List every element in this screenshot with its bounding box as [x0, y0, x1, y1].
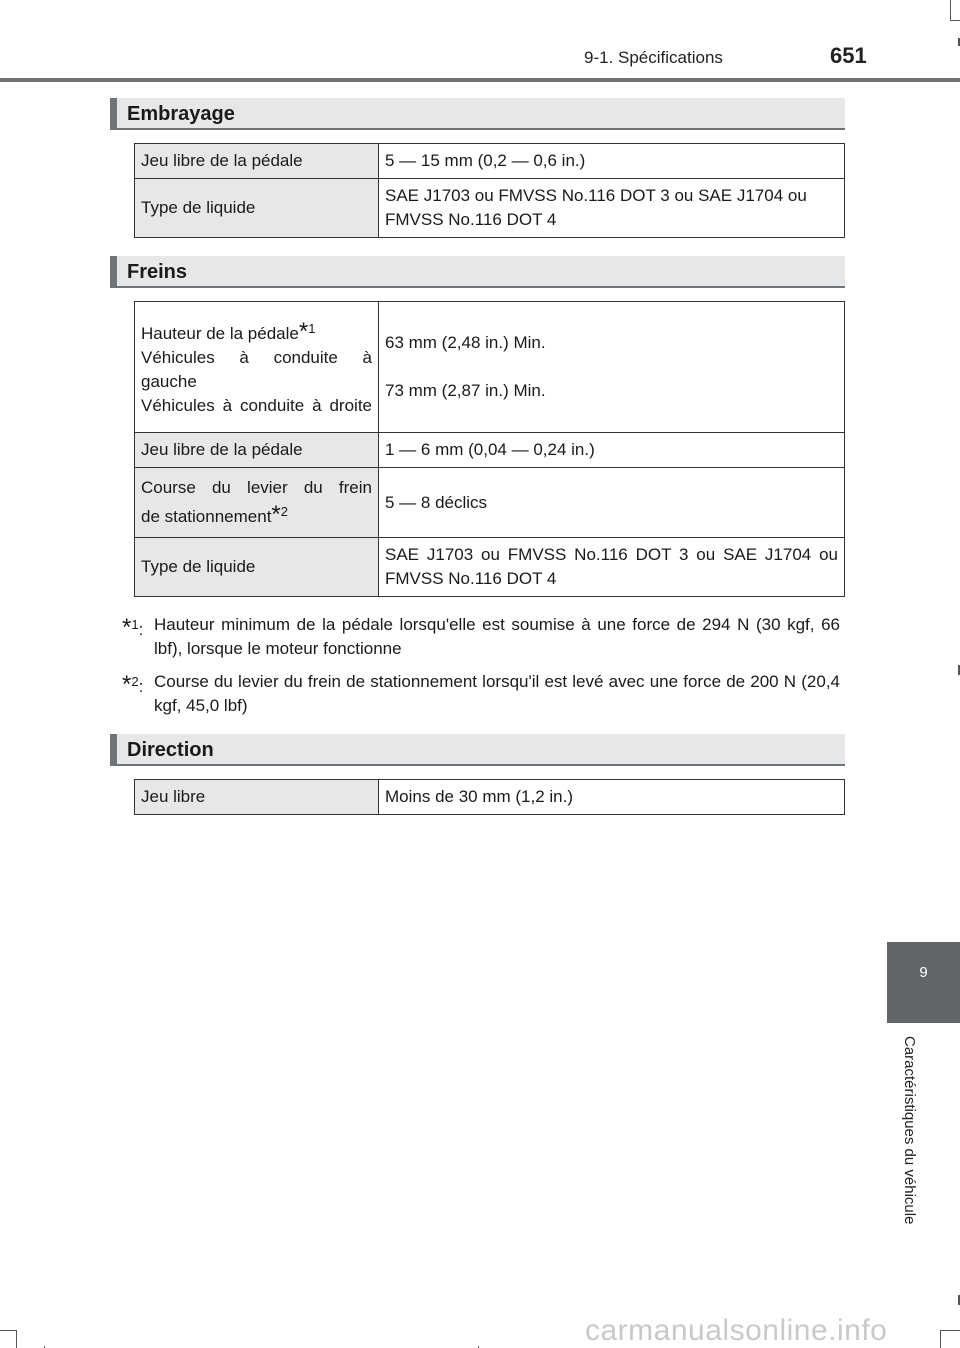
- steering-spec-table: [134, 779, 845, 815]
- footnote-ref: 2: [280, 504, 288, 519]
- row-value: SAE J1703 ou FMVSS No.116 DOT 3 ou SAE J1704 ou FMVSS No.116 DOT 4: [379, 179, 845, 238]
- section-accent: [110, 256, 117, 286]
- table-row: [135, 538, 845, 597]
- pedal-height-value-cell: [379, 302, 845, 433]
- footnote-star: *: [271, 501, 281, 528]
- parking-brake-label-cell: [135, 468, 379, 538]
- section-accent: [110, 98, 117, 128]
- row-value: 5 — 15 mm (0,2 — 0,6 in.): [379, 144, 845, 179]
- parking-brake-label-line1: Course du levier du frein: [141, 478, 372, 497]
- left-hand-drive-value: 63 mm (2,48 in.) Min.: [385, 333, 546, 352]
- table-row: [135, 468, 845, 538]
- brake-spec-table: [134, 301, 845, 597]
- footnote-marker: *$^1$:: [122, 614, 144, 641]
- section-heading-embrayage: [110, 98, 845, 130]
- chapter-title: Caractéristiques du véhicule: [901, 1036, 918, 1225]
- footnote-ref: 1: [308, 320, 316, 336]
- footnote-text: Hauteur minimum de la pédale lorsqu'elle est soumise à une force de 294 N (30 kgf, 66 lbf), lorsque le moteur fonctionne: [154, 615, 840, 658]
- row-label: Type de liquide: [135, 179, 379, 238]
- section-heading-freins: [110, 256, 845, 288]
- section-accent: [110, 734, 117, 764]
- right-hand-drive-label: Véhicules à conduite à droite: [141, 395, 372, 415]
- row-label: Jeu libre de la pédale: [135, 433, 379, 468]
- table-row: [135, 433, 845, 468]
- clutch-spec-table: [134, 143, 845, 238]
- crop-mark: [0, 1330, 16, 1331]
- row-value: Moins de 30 mm (1,2 in.): [379, 780, 845, 815]
- footnote-marker: *$^2$:: [122, 671, 144, 698]
- left-hand-drive-label: Véhicules à conduite à gauche: [141, 347, 372, 391]
- header-section-title: 9-1. Spécifications: [584, 48, 723, 67]
- section-heading-direction: [110, 734, 845, 766]
- section-title: Freins: [127, 261, 188, 283]
- parking-brake-label-line2: de stationnement*$^2$: [141, 501, 288, 528]
- table-row: [135, 302, 845, 433]
- footnote-star: *: [298, 317, 309, 345]
- footnote-text: Course du levier du frein de stationnement lorsqu'il est levé avec une force de 200 N (20,4 kgf, 45,0 lbf): [154, 672, 840, 715]
- header-rule: [0, 78, 960, 82]
- chapter-number: 9: [919, 964, 928, 981]
- footnote-1: [122, 613, 840, 661]
- page-number: 651: [830, 43, 867, 68]
- row-value: 1 — 6 mm (0,04 — 0,24 in.): [379, 433, 845, 468]
- crop-mark: [16, 1330, 17, 1348]
- right-hand-drive-value: 73 mm (2,87 in.) Min.: [385, 381, 546, 400]
- pedal-height-label: Hauteur de la pédale*$^1$: [141, 317, 316, 345]
- table-row: [135, 179, 845, 238]
- section-title: Direction: [127, 739, 214, 761]
- table-row: [135, 780, 845, 815]
- table-row: [135, 144, 845, 179]
- crop-mark: [950, 0, 951, 20]
- crop-mark: [940, 1330, 941, 1348]
- chapter-tab: [887, 942, 960, 1023]
- footnote-2: [122, 670, 840, 718]
- watermark: carmanualsonline.info: [585, 1314, 888, 1347]
- row-label: Jeu libre: [135, 780, 379, 815]
- row-value: 5 — 8 déclics: [379, 468, 845, 538]
- section-title: Embrayage: [127, 103, 235, 125]
- crop-mark: [950, 20, 960, 21]
- row-label: Jeu libre de la pédale: [135, 144, 379, 179]
- row-label: Type de liquide: [135, 538, 379, 597]
- crop-mark: [940, 1330, 960, 1331]
- row-value: SAE J1703 ou FMVSS No.116 DOT 3 ou SAE J1704 ou FMVSS No.116 DOT 4: [379, 538, 845, 597]
- pedal-height-label-cell: [135, 302, 379, 433]
